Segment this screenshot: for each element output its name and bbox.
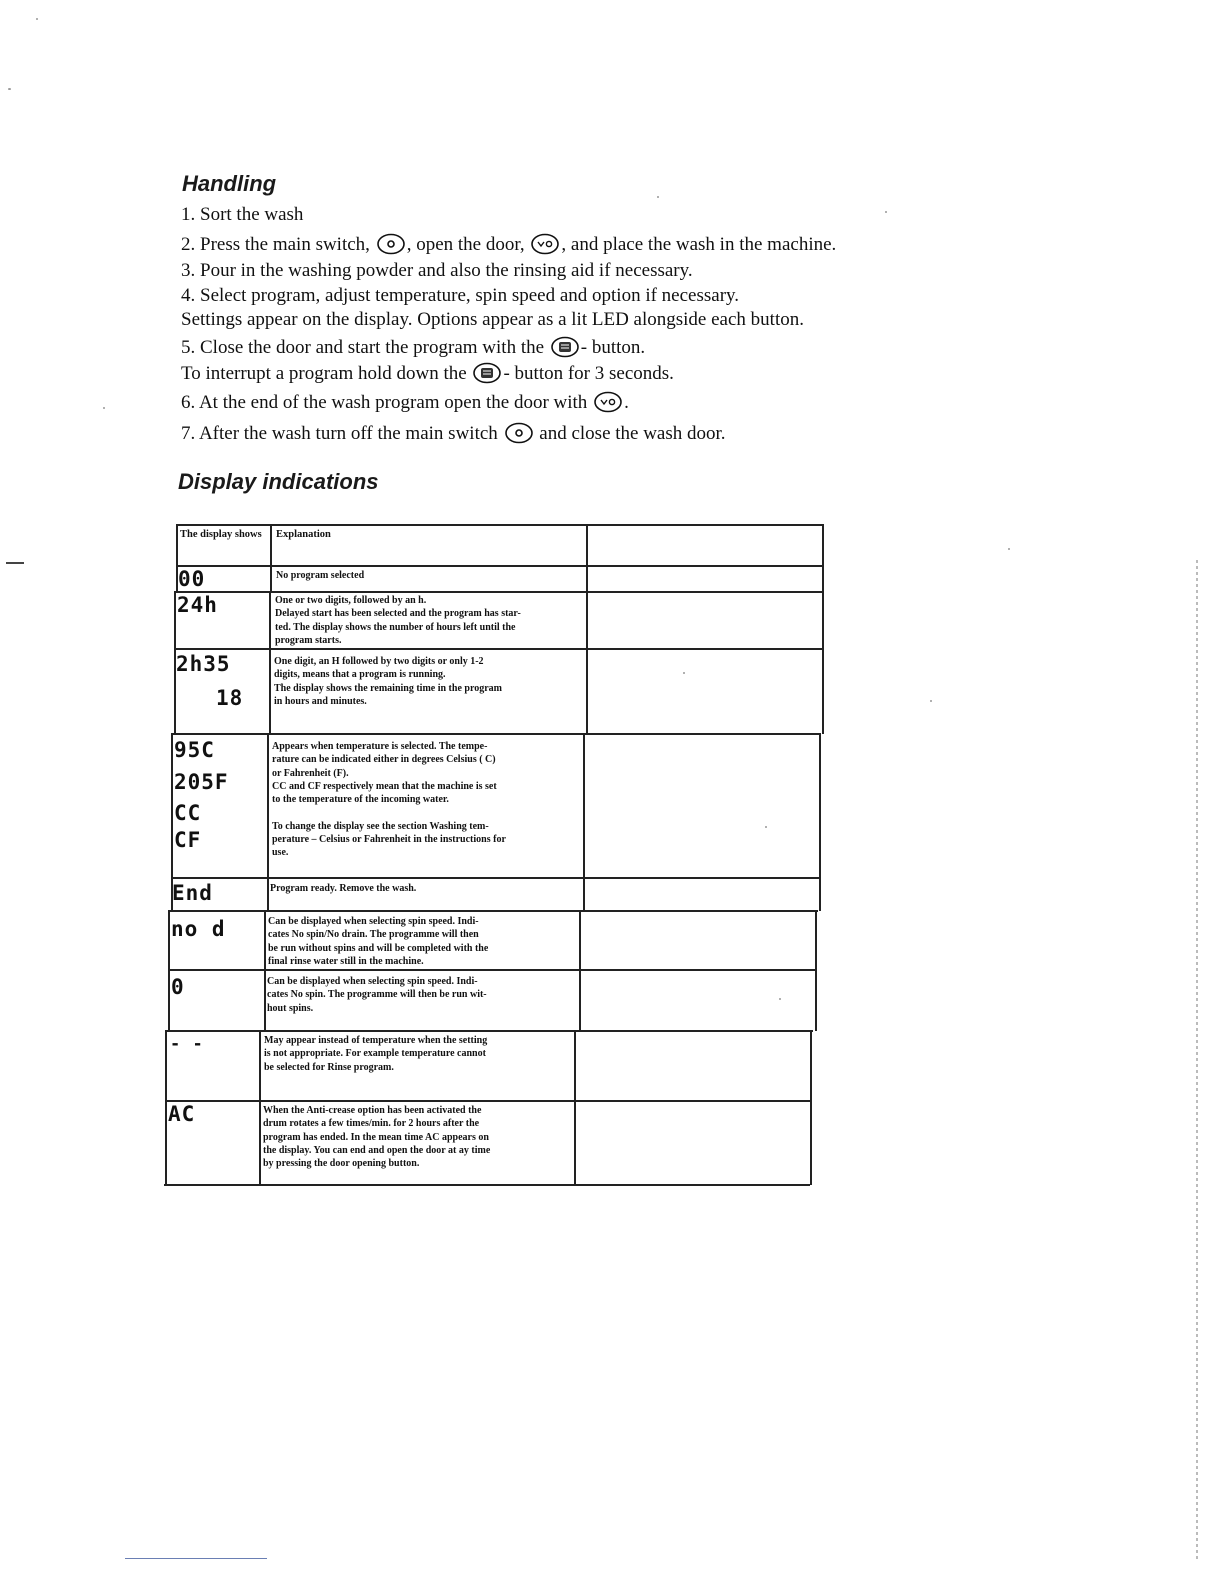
row-explanation: No program selected [276, 570, 365, 581]
step-5-text-b: - button. [580, 337, 646, 358]
door-open-icon [593, 391, 623, 413]
step-5-note [181, 362, 674, 385]
start-stop-icon [472, 362, 502, 384]
lcd-code: End [172, 881, 213, 905]
row-explanation: One digit, an H followed by two digits or only 1-2 digits, means that a program is running. The display shows the remaining time in the program in hours and minutes. [274, 656, 502, 707]
binding-edge [1196, 560, 1198, 1560]
footer-rule [125, 1558, 267, 1559]
row-explanation: Appears when temperature is selected. The tempe- rature can be indicated either in degrees Celsius ( C) or Fahrenheit (F). CC and CF respectively mean that the machine is set to the temperature of the incoming water. To change the display see the section Washing tem- perature – Celsius or Fahrenheit in the instructions for use. [272, 741, 506, 859]
step-6-text-b: . [624, 392, 629, 413]
start-stop-icon [550, 336, 580, 358]
section-title-display-indications: Display indications [178, 469, 379, 494]
lcd-code: 95C [174, 738, 215, 762]
row-explanation: Program ready. Remove the wash. [270, 883, 417, 894]
step-5-note-text-b: - button for 3 seconds. [503, 363, 674, 384]
door-open-icon [530, 233, 560, 255]
row-explanation: When the Anti-crease option has been activated the drum rotates a few times/min. for 2 hours after the program has ended. In the mean time AC appears on the display. You can end and open the door at ay time by pressing the door opening button. [263, 1105, 491, 1170]
lcd-code: 0 [171, 975, 185, 999]
step-1: 1. Sort the wash [181, 204, 304, 225]
step-2-text-b: , open the door, [406, 234, 530, 255]
step-2-text-c: , and place the wash in the machine. [561, 234, 837, 255]
step-7-text-b: and close the wash door. [534, 423, 726, 444]
step-2 [181, 233, 836, 256]
lcd-code: no d [171, 917, 226, 941]
main-switch-icon [504, 422, 534, 444]
section-title-handling: Handling [182, 171, 277, 196]
step-5-note-text-a: To interrupt a program hold down the [181, 363, 472, 384]
row-explanation: May appear instead of temperature when the setting is not appropriate. For example temperature cannot be selected for Rinse program. [264, 1035, 488, 1073]
step-7-text-a: 7. After the wash turn off the main switch [181, 423, 503, 444]
step-6 [181, 391, 629, 414]
row-explanation: Can be displayed when selecting spin speed. Indi- cates No spin/No drain. The programme will then be run without spins and will be completed with the final rinse water still in the machine. [268, 916, 489, 967]
lcd-code: 24h [177, 593, 218, 617]
main-switch-icon [376, 233, 406, 255]
row-explanation: One or two digits, followed by an h. Delayed start has been selected and the program has star- ted. The display shows the number of hours left until the program starts. [275, 595, 521, 646]
lcd-code: - - [170, 1034, 204, 1054]
step-4: 4. Select program, adjust temperature, spin speed and option if necessary. [181, 285, 740, 306]
lcd-code-secondary: 18 [216, 686, 244, 710]
lcd-code-secondary: 205F [174, 770, 229, 794]
step-2-text-a: 2. Press the main switch, [181, 234, 375, 255]
lcd-code-tertiary: CC [174, 801, 202, 825]
table-header-explanation: Explanation [276, 529, 331, 540]
row-explanation: Can be displayed when selecting spin speed. Indi- cates No spin. The programme will then be run wit- hout spins. [267, 976, 487, 1014]
lcd-code: AC [168, 1102, 196, 1126]
step-7 [181, 422, 726, 445]
lcd-code-quaternary: CF [174, 828, 202, 852]
step-5 [181, 336, 645, 359]
table-header-display-shows: The display shows [180, 529, 262, 540]
step-3: 3. Pour in the washing powder and also the rinsing aid if necessary. [181, 260, 693, 281]
step-4-note: Settings appear on the display. Options appear as a lit LED alongside each button. [181, 309, 804, 330]
step-5-text-a: 5. Close the door and start the program with the [181, 337, 549, 358]
step-6-text-a: 6. At the end of the wash program open the door with [181, 392, 593, 413]
lcd-code: 2h35 [176, 652, 231, 676]
lcd-code: 00 [178, 567, 206, 591]
